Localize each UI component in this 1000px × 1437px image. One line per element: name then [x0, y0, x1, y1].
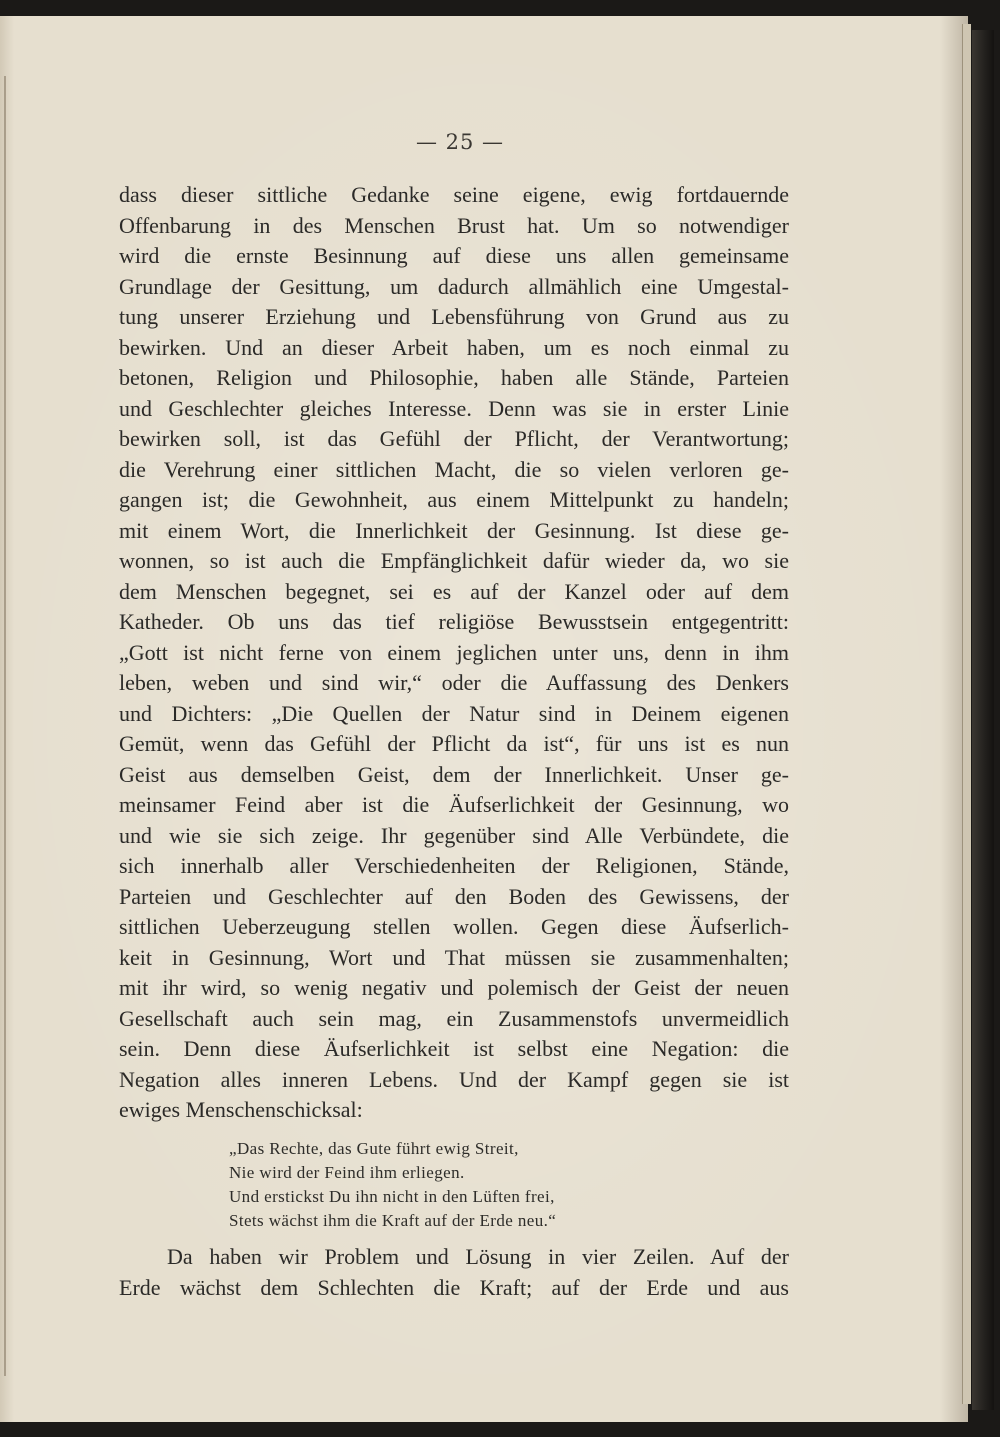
text-line: und Geschlechter gleiches Interesse. Denn was sie in erster Linie [119, 395, 789, 421]
page-number: — 25 — [415, 130, 505, 154]
verse-line: Nie wird der Feind ihm erliegen. [229, 1163, 465, 1182]
text-line: und Dichters: „Die Quellen der Natur sind in Deinem eigenen [119, 700, 789, 726]
verse-line: Und erstickst Du ihn nicht in den Lüften frei, [229, 1187, 555, 1206]
text-line: betonen, Religion und Philosophie, haben alle Stände, Parteien [119, 365, 789, 390]
text-line: Katheder. Ob uns das tief religiöse Bewusstsein entgegentritt: [119, 609, 789, 634]
main-paragraph [119, 180, 789, 1126]
text-line: ewiges Menschenschicksal: [119, 1097, 363, 1122]
text-line: gangen ist; die Gewohnheit, aus einem Mittelpunkt zu handeln; [119, 487, 789, 512]
verse-line: Stets wächst ihm die Kraft auf der Erde neu.“ [229, 1211, 557, 1230]
text-line: Gemüt, wenn das Gefühl der Pflicht da ist“, für uns ist es nun [119, 731, 789, 756]
text-line: Offenbarung in des Menschen Brust hat. Um so notwendiger [119, 212, 789, 238]
text-line: leben, weben und sind wir,“ oder die Auffassung des Denkers [119, 670, 789, 695]
text-line: tung unserer Erziehung und Lebensführung von Grund aus zu [119, 304, 789, 329]
text-line: wird die ernste Besinnung auf diese uns allen gemeinsame [119, 243, 789, 268]
gutter-shadow [4, 76, 6, 1376]
text-line: meinsamer Feind aber ist die Äufserlichkeit der Gesinnung, wo [119, 792, 789, 817]
verse-line: „Das Rechte, das Gute führt ewig Streit, [229, 1139, 519, 1158]
text-line: bewirken. Und an dieser Arbeit haben, um es noch einmal zu [119, 334, 789, 360]
text-line: dass dieser sittliche Gedanke seine eigene, ewig fortdauernde [119, 182, 789, 207]
text-line: Geist aus demselben Geist, dem der Innerlichkeit. Unser ge- [119, 761, 789, 787]
closing-paragraph [119, 1242, 789, 1303]
text-line: dem Menschen begegnet, sei es auf der Kanzel oder auf dem [119, 578, 789, 604]
text-line: sein. Denn diese Äufserlichkeit ist selbst eine Negation: die [119, 1036, 789, 1061]
text-line: mit ihr wird, so wenig negativ und polemisch der Geist der neuen [119, 975, 789, 1000]
text-line: sich innerhalb aller Verschiedenheiten der Religionen, Stände, [119, 853, 789, 878]
text-line: wonnen, so ist auch die Empfänglichkeit dafür wieder da, wo sie [119, 548, 789, 573]
text-line: Gesellschaft auch sein mag, ein Zusammenstofs unvermeidlich [119, 1005, 789, 1031]
paper-page [0, 16, 968, 1422]
text-line: die Verehrung einer sittlichen Macht, die so vielen verloren ge- [119, 456, 789, 482]
text-line: „Gott ist nicht ferne von einem jeglichen unter uns, denn in ihm [119, 639, 789, 665]
text-line: und wie sie sich zeige. Ihr gegenüber sind Alle Verbündete, die [119, 822, 789, 848]
page-edge [962, 24, 971, 1404]
verse-quote [229, 1137, 556, 1233]
text-line: Grundlage der Gesittung, um dadurch allmählich eine Umgestal- [119, 273, 789, 299]
text-line: Da haben wir Problem und Lösung in vier Zeilen. Auf der [167, 1244, 789, 1269]
book-cover-edge [972, 30, 994, 1410]
text-line: Erde wächst dem Schlechten die Kraft; auf der Erde und aus [119, 1274, 789, 1300]
text-line: sittlichen Ueberzeugung stellen wollen. Gegen diese Äufserlich- [119, 914, 789, 939]
text-line: keit in Gesinnung, Wort und That müssen sie zusammenhalten; [119, 944, 789, 970]
text-line: Parteien und Geschlechter auf den Boden des Gewissens, der [119, 883, 789, 909]
text-line: mit einem Wort, die Innerlichkeit der Gesinnung. Ist diese ge- [119, 517, 789, 543]
text-line: bewirken soll, ist das Gefühl der Pflicht, der Verantwortung; [119, 426, 789, 451]
text-line: Negation alles inneren Lebens. Und der Kampf gegen sie ist [119, 1066, 789, 1092]
